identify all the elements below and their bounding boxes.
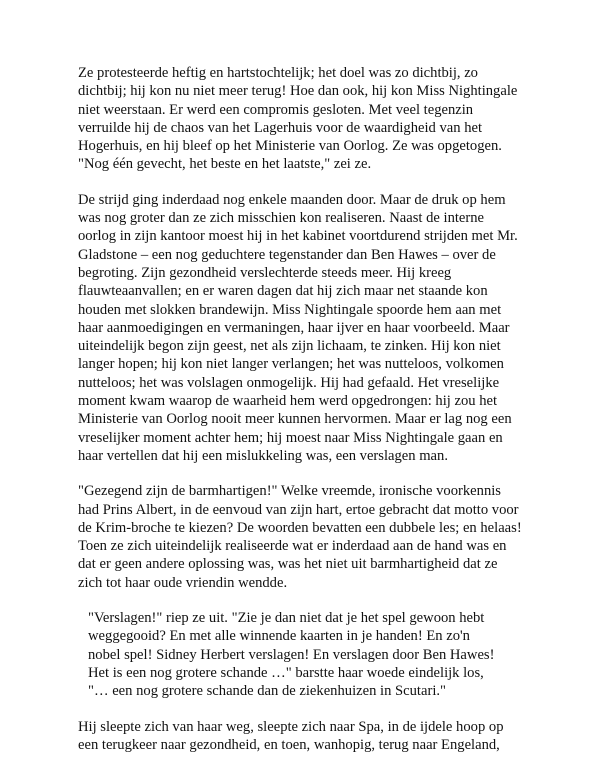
paragraph-spa: Hij sleepte zich van haar weg, sleepte zich naar Spa, in de ijdele hoop op een terugkeer naar gezondheid, en toen, wanhopig, terug naar Engeland, xyxy=(78,718,504,753)
block-quote-verslagen: "Verslagen!" riep ze uit. "Zie je dan niet dat je het spel gewoon hebt weggegooid? En met alle winnende kaarten in je handen! En zo'n nobel spel! Sidney Herbert verslagen! En verslagen door Ben Hawes! Het is een nog grotere schande …" barstte haar woede eindelijk los, "… een nog grotere schande dan de ziekenhuizen in Scutari." xyxy=(88,610,495,700)
paragraph-struggle: De strijd ging inderdaad nog enkele maanden door. Maar de druk op hem was nog groter dan ze zich misschien kon realiseren. Naast de interne oorlog in zijn kantoor moest hij in het kabinet voortdurend strijden met Mr. Gladstone – een nog geduchtere tegenstander dan Ben Hawes – over de begroting. Zijn gezondheid verslechterde steeds meer. Hij kreeg flauwteaanvallen; en er waren dagen dat hij zich maar net staande kon houden met slokken brandewijn. Miss Nightingale spoorde hem aan met haar aanmoedigingen en vermaningen, haar ijver en haar voorbeeld. Maar uiteindelijk begon zijn geest, net als zijn lichaam, te zinken. Hij kon niet langer hopen; hij kon niet langer verlangen; het was nutteloos, volkomen nutteloos; het was volslagen onmogelijk. Hij had gefaald. Het vreselijke moment kwam waarop de waarheid hem werd opgedrongen: hij zou het Ministerie van Oorlog nooit meer kunnen hervormen. Maar er lag nog een vreselijker moment achter hem; hij moest naar Miss Nightingale gaan en haar vertellen dat hij een mislukkeling was, een verslagen man. xyxy=(78,191,518,464)
paragraph-compromise: Ze protesteerde heftig en hartstochtelijk; het doel was zo dichtbij, zo dichtbij; hij kon nu niet meer terug! Hoe dan ook, hij kon Miss Nightingale niet weerstaan. Er werd een compromis gesloten. Met veel tegenzin verruilde hij de chaos van het Lagerhuis voor de waardigheid van het Hogerhuis, en hij bleef op het Ministerie van Oorlog. Ze was opgetogen. "Nog één gevecht, het beste en het laatste," zei ze. xyxy=(78,65,518,173)
paragraph-motto: "Gezegend zijn de barmhartigen!" Welke vreemde, ironische voorkennis had Prins Albert, in de eenvoud van zijn hart, ertoe gebracht dat motto voor de Krim-broche te kiezen? De woorden bevatten een dubbele les; en helaas! Toen ze zich uiteindelijk realiseerde wat er inderdaad aan de hand was en dat er geen andere oplossing was, was het niet uit barmhartigheid dat ze zich tot haar oude vriendin wendde. xyxy=(78,483,522,591)
document-page xyxy=(78,64,530,771)
